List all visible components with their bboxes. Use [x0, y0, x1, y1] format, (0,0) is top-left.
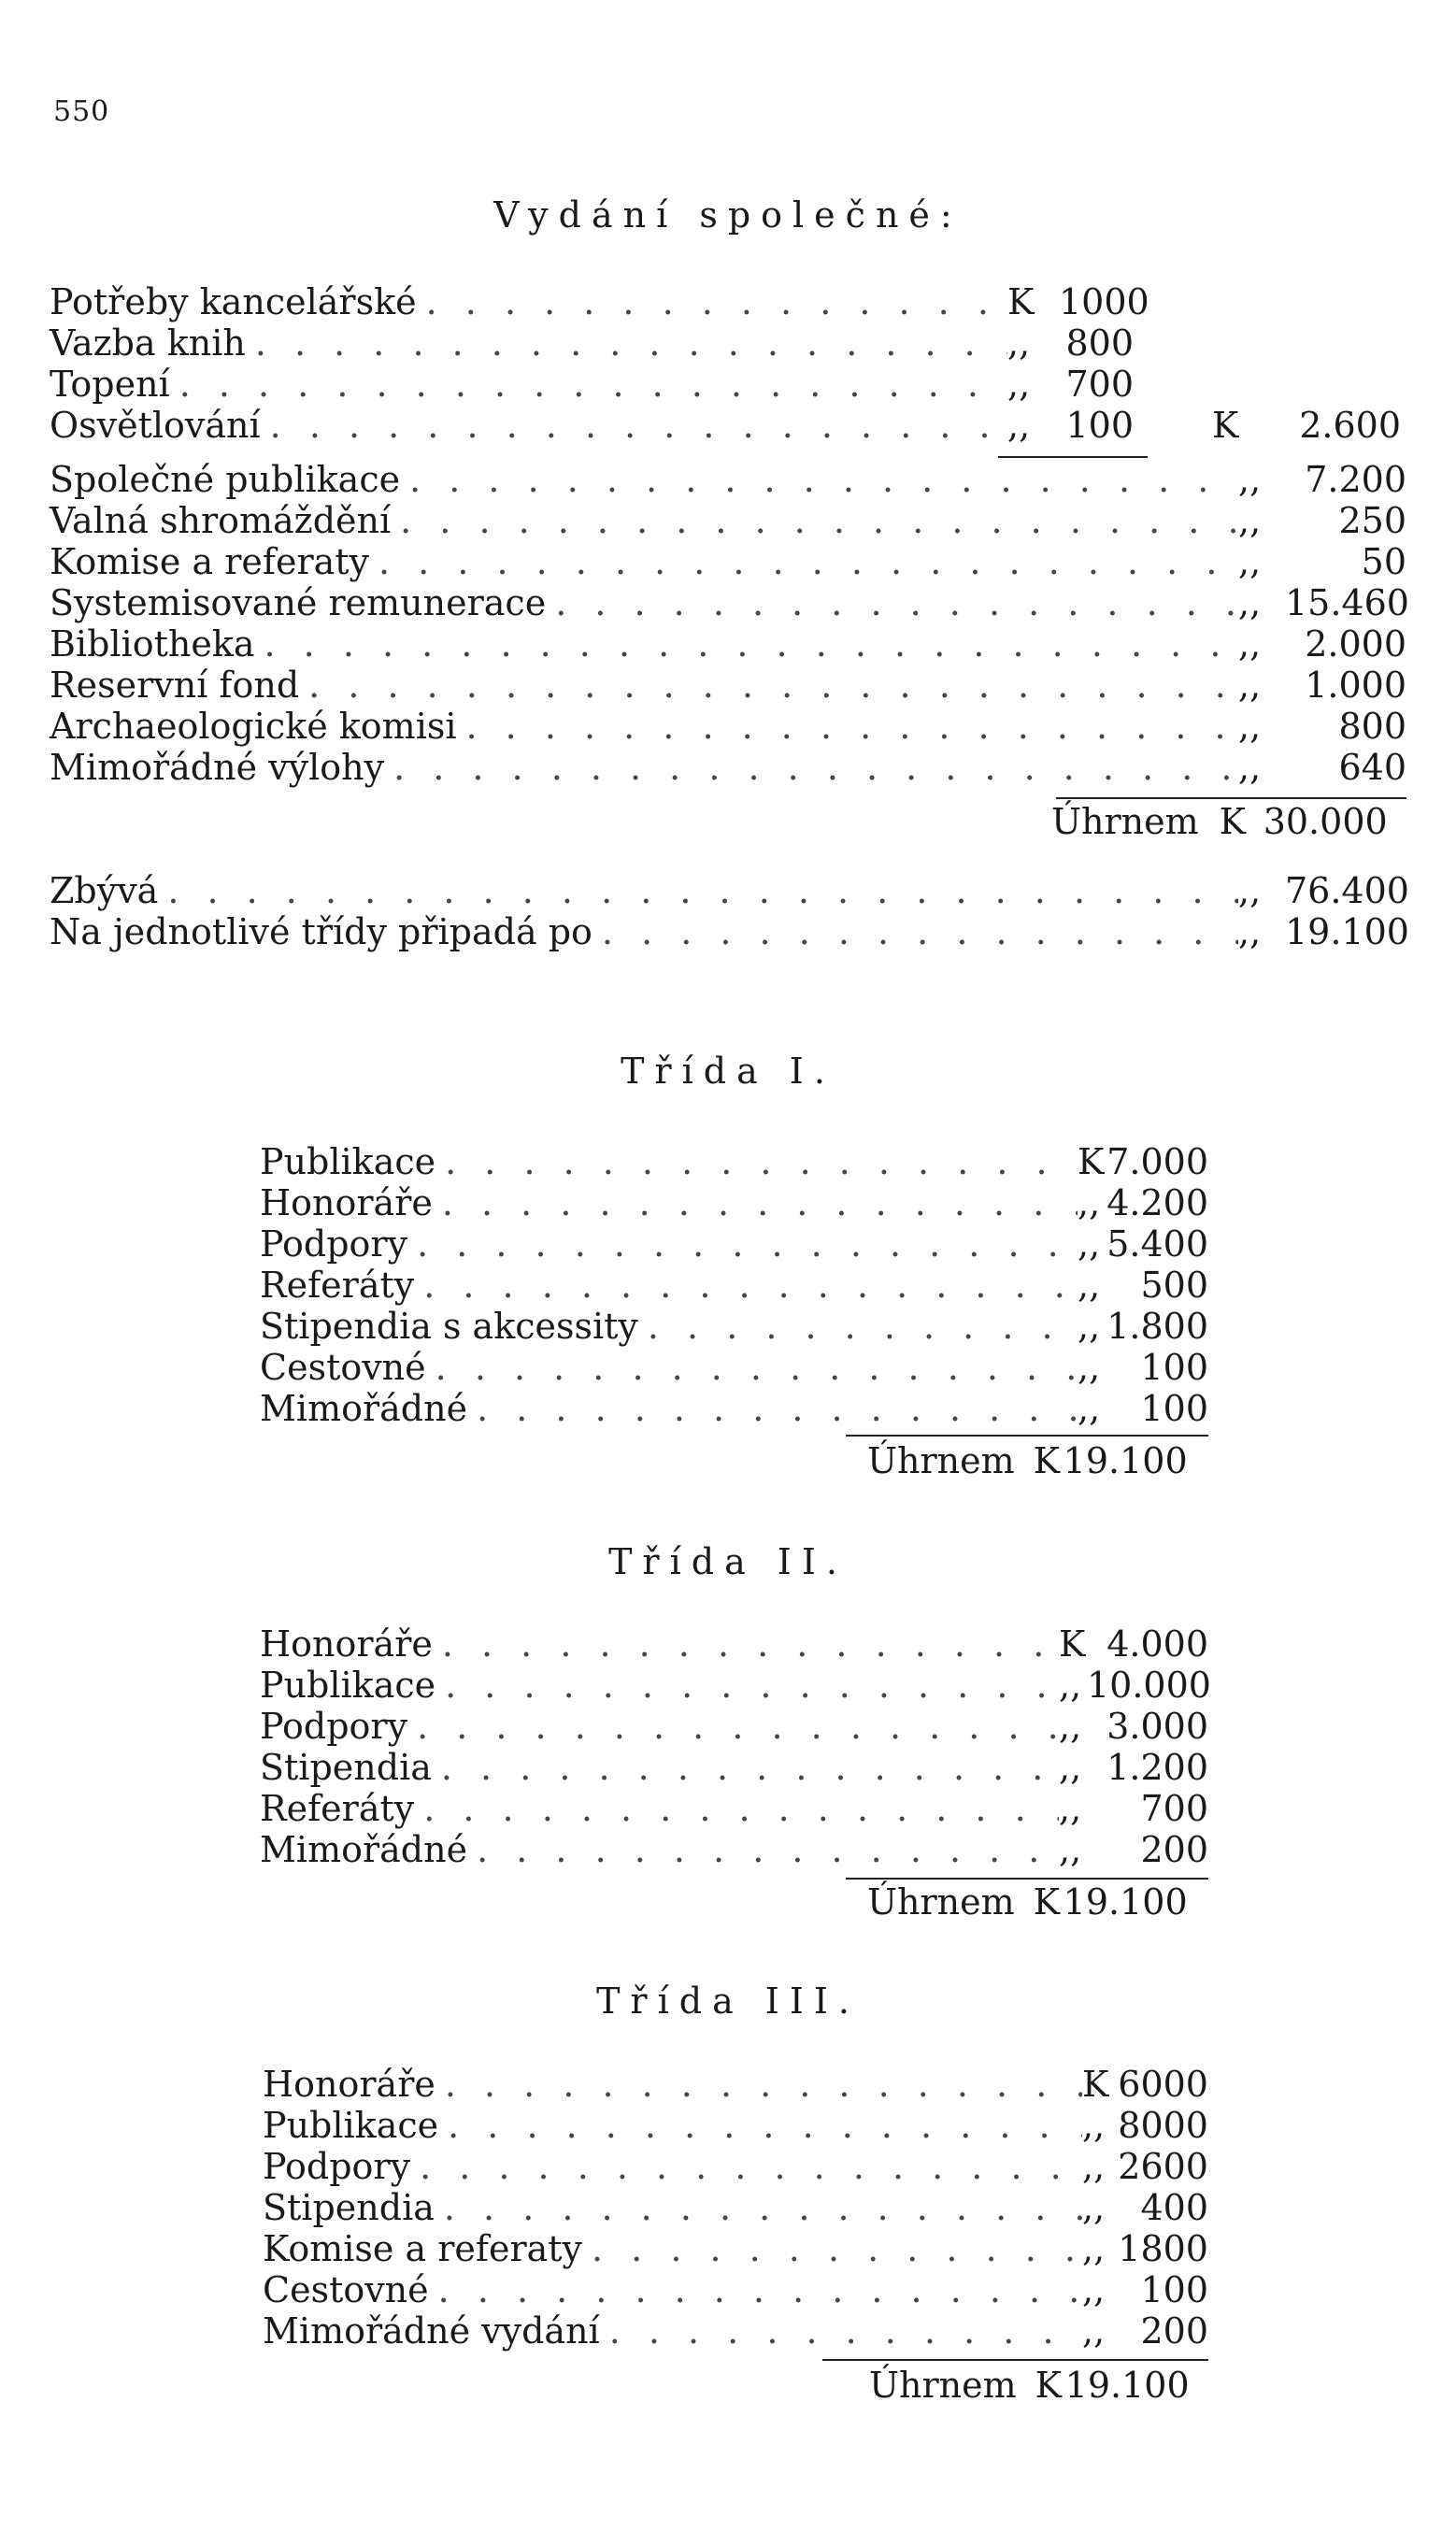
total-row — [867, 1440, 1188, 1481]
section-heading-class-1: Třída I. — [621, 1051, 835, 1092]
item-amount: 640 — [1338, 747, 1406, 788]
currency-mark: K — [1059, 1623, 1086, 1665]
item-label: Stipendia — [263, 2187, 435, 2228]
item-label: Publikace — [260, 1665, 436, 1706]
item-label: Stipendia — [260, 1747, 432, 1788]
currency-mark: K — [1033, 1881, 1061, 1923]
item-label: Komise a referaty — [50, 541, 369, 582]
item-amount: 3.000 — [1106, 1706, 1208, 1747]
item-amount: 800 — [1065, 322, 1134, 364]
currency-mark: K — [1212, 405, 1239, 446]
item-amount: 10.000 — [1087, 1665, 1211, 1706]
item-row — [260, 1141, 1208, 1182]
leader-dots — [467, 1829, 1059, 1870]
item-amount: 700 — [1140, 1788, 1208, 1829]
item-label: Cestovné — [260, 1347, 426, 1388]
item-label: Publikace — [260, 1141, 436, 1182]
item-label: Reservní fond — [50, 665, 300, 706]
item-amount: 700 — [1065, 364, 1134, 405]
ditto-mark: ,, — [1238, 665, 1262, 706]
page-number: 550 — [53, 95, 110, 128]
item-label: Systemisované remunerace — [50, 582, 547, 623]
item-label: Mimořádné — [260, 1829, 468, 1870]
ditto-mark: ,, — [1238, 582, 1262, 623]
ditto-mark: ,, — [1082, 2310, 1106, 2352]
item-row — [50, 541, 1406, 582]
item-label: Společné publikace — [50, 459, 401, 500]
leader-dots — [435, 2064, 1082, 2105]
item-label: Topení — [50, 364, 170, 405]
ditto-mark: ,, — [1238, 870, 1262, 911]
item-amount: 1800 — [1118, 2228, 1208, 2269]
leader-dots — [433, 1182, 1078, 1223]
item-amount: 1.000 — [1305, 665, 1406, 706]
item-label: Cestovné — [263, 2269, 429, 2310]
item-row — [260, 1623, 1208, 1665]
item-amount: 250 — [1338, 500, 1406, 541]
currency-mark: K — [1082, 2064, 1109, 2105]
ditto-mark: ,, — [1238, 500, 1262, 541]
item-row — [263, 2064, 1208, 2105]
item-row — [260, 1347, 1208, 1388]
item-row — [50, 459, 1406, 500]
total-row — [867, 1881, 1188, 1923]
currency-mark: K — [1035, 2365, 1063, 2406]
item-row — [50, 582, 1409, 623]
total-label: Úhrnem — [869, 2365, 1017, 2406]
total-rule — [1056, 797, 1406, 799]
item-amount: 7.000 — [1106, 1141, 1208, 1182]
leader-dots — [457, 706, 1238, 747]
item-row — [50, 911, 1409, 952]
item-label: Mimořádné vydání — [263, 2310, 600, 2352]
currency-mark: K — [1033, 1440, 1061, 1481]
item-amount: 100 — [1065, 405, 1134, 446]
item-row — [263, 2228, 1208, 2269]
item-label: Referáty — [260, 1265, 415, 1306]
item-label: Osvětlování — [50, 405, 261, 446]
ditto-mark: ,, — [1082, 2269, 1106, 2310]
leader-dots — [435, 2187, 1082, 2228]
item-label: Potřeby kancelářské — [50, 281, 417, 322]
item-amount: 400 — [1140, 2187, 1208, 2228]
item-amount: 200 — [1140, 1829, 1208, 1870]
item-amount: 500 — [1140, 1265, 1208, 1306]
ditto-mark: ,, — [1082, 2228, 1106, 2269]
subtotal-rule — [998, 456, 1148, 458]
leader-dots — [410, 2146, 1082, 2187]
item-amount: 76.400 — [1285, 870, 1409, 911]
item-label: Zbývá — [50, 870, 159, 911]
subtotal-amount: 2.600 — [1299, 405, 1401, 446]
total-label: Úhrnem — [867, 1440, 1015, 1481]
item-label: Honoráře — [260, 1182, 433, 1223]
leader-dots — [638, 1306, 1078, 1347]
leader-dots — [170, 364, 1007, 405]
leader-dots — [407, 1223, 1078, 1265]
item-row — [260, 1388, 1208, 1429]
leader-dots — [600, 2310, 1082, 2352]
item-label: Na jednotlivé třídy připadá po — [50, 911, 592, 952]
item-amount: 7.200 — [1305, 459, 1406, 500]
item-amount: 2600 — [1118, 2146, 1208, 2187]
leader-dots — [432, 1747, 1059, 1788]
total-label: Úhrnem — [867, 1881, 1015, 1923]
ditto-mark: ,, — [1238, 459, 1262, 500]
ditto-mark: ,, — [1007, 364, 1031, 405]
item-row — [260, 1182, 1208, 1223]
item-row — [263, 2310, 1208, 2352]
sub-item-row — [50, 364, 1134, 405]
sub-item-row — [50, 322, 1134, 364]
ditto-mark: ,, — [1059, 1788, 1082, 1829]
item-label: Komise a referaty — [263, 2228, 582, 2269]
ditto-mark: ,, — [1238, 747, 1262, 788]
item-label: Podpory — [260, 1706, 408, 1747]
item-amount: 5.400 — [1106, 1223, 1208, 1265]
item-amount: 100 — [1140, 1388, 1208, 1429]
leader-dots — [400, 459, 1238, 500]
item-label: Honoráře — [260, 1623, 433, 1665]
ditto-mark: ,, — [1007, 322, 1031, 364]
leader-dots — [246, 322, 1007, 364]
item-label: Mimořádné — [260, 1388, 468, 1429]
ditto-mark: ,, — [1238, 911, 1262, 952]
item-amount: 4.000 — [1106, 1623, 1208, 1665]
total-rule — [846, 1435, 1208, 1437]
currency-mark: K — [1078, 1141, 1105, 1182]
leader-dots — [414, 1265, 1078, 1306]
item-label: Referáty — [260, 1788, 415, 1829]
item-label: Podpory — [263, 2146, 411, 2187]
item-amount: 800 — [1338, 706, 1406, 747]
item-amount: 50 — [1361, 541, 1406, 582]
sub-item-row — [50, 405, 1134, 446]
item-amount: 1.200 — [1106, 1747, 1208, 1788]
item-label: Podpory — [260, 1223, 408, 1265]
item-label: Publikace — [263, 2105, 439, 2146]
item-row — [50, 706, 1406, 747]
item-amount: 100 — [1140, 1347, 1208, 1388]
leader-dots — [414, 1788, 1059, 1829]
leader-dots — [592, 911, 1238, 952]
item-row — [260, 1306, 1208, 1347]
leader-dots — [369, 541, 1238, 582]
ditto-mark: ,, — [1059, 1829, 1082, 1870]
sub-item-row — [50, 281, 1149, 322]
ditto-mark: ,, — [1078, 1388, 1101, 1429]
leader-dots — [429, 2269, 1082, 2310]
leader-dots — [384, 747, 1238, 788]
ditto-mark: ,, — [1238, 623, 1262, 665]
item-label: Stipendia s akcessity — [260, 1306, 638, 1347]
ditto-mark: ,, — [1059, 1665, 1082, 1706]
total-rule — [822, 2359, 1208, 2361]
ditto-mark: ,, — [1082, 2146, 1106, 2187]
ditto-mark: ,, — [1238, 541, 1262, 582]
total-amount: 19.100 — [1063, 1440, 1188, 1481]
ditto-mark: ,, — [1078, 1182, 1101, 1223]
item-label: Mimořádné výlohy — [50, 747, 385, 788]
item-row — [260, 1706, 1208, 1747]
leader-dots — [158, 870, 1238, 911]
section-heading-common: Vydání společné: — [493, 194, 963, 236]
leader-dots — [546, 582, 1238, 623]
item-row — [50, 623, 1406, 665]
leader-dots — [407, 1706, 1059, 1747]
item-row — [50, 870, 1409, 911]
ditto-mark: ,, — [1078, 1265, 1101, 1306]
leader-dots — [438, 2105, 1082, 2146]
item-row — [260, 1223, 1208, 1265]
item-row — [50, 500, 1406, 541]
item-row — [260, 1265, 1208, 1306]
total-row — [1051, 801, 1388, 842]
item-label: Bibliotheka — [50, 623, 255, 665]
leader-dots — [435, 1665, 1059, 1706]
leader-dots — [299, 665, 1238, 706]
item-label: Honoráře — [263, 2064, 435, 2105]
total-amount: 19.100 — [1063, 1881, 1188, 1923]
section-heading-class-2: Třída II. — [608, 1541, 848, 1582]
item-amount: 4.200 — [1106, 1182, 1208, 1223]
item-label: Archaeologické komisi — [50, 706, 457, 747]
ditto-mark: ,, — [1082, 2105, 1106, 2146]
leader-dots — [426, 1347, 1078, 1388]
item-row — [260, 1665, 1211, 1706]
total-rule — [846, 1878, 1208, 1880]
item-amount: 100 — [1140, 2269, 1208, 2310]
leader-dots — [391, 500, 1238, 541]
item-label: Valná shromáždění — [50, 500, 392, 541]
item-row — [260, 1747, 1208, 1788]
item-amount: 200 — [1140, 2310, 1208, 2352]
total-amount: 30.000 — [1263, 801, 1388, 842]
item-amount: 2.000 — [1305, 623, 1406, 665]
currency-mark: K — [1219, 801, 1247, 842]
currency-mark: K — [1007, 281, 1035, 322]
item-amount: 8000 — [1118, 2105, 1208, 2146]
leader-dots — [582, 2228, 1082, 2269]
item-row — [263, 2187, 1208, 2228]
leader-dots — [467, 1388, 1078, 1429]
ditto-mark: ,, — [1059, 1706, 1082, 1747]
ditto-mark: ,, — [1059, 1747, 1082, 1788]
item-row — [260, 1788, 1208, 1829]
item-label: Vazba knih — [50, 322, 246, 364]
item-amount: 19.100 — [1285, 911, 1409, 952]
item-row — [263, 2146, 1208, 2187]
ditto-mark: ,, — [1007, 405, 1031, 446]
total-amount: 19.100 — [1064, 2365, 1190, 2406]
item-row — [263, 2105, 1208, 2146]
ditto-mark: ,, — [1078, 1306, 1101, 1347]
item-amount: 15.460 — [1285, 582, 1409, 623]
ditto-mark: ,, — [1078, 1347, 1101, 1388]
item-row — [260, 1829, 1208, 1870]
subtotal — [1212, 405, 1401, 446]
leader-dots — [261, 405, 1007, 446]
total-label: Úhrnem — [1051, 801, 1199, 842]
total-row — [869, 2365, 1190, 2406]
ditto-mark: ,, — [1238, 706, 1262, 747]
item-amount: 1000 — [1059, 281, 1149, 322]
item-amount: 6000 — [1118, 2064, 1208, 2105]
item-row — [50, 747, 1406, 788]
leader-dots — [433, 1623, 1059, 1665]
ditto-mark: ,, — [1078, 1223, 1101, 1265]
item-row — [263, 2269, 1208, 2310]
leader-dots — [417, 281, 1007, 322]
section-heading-class-3: Třída III. — [596, 1980, 860, 2022]
item-amount: 1.800 — [1106, 1306, 1208, 1347]
ditto-mark: ,, — [1082, 2187, 1106, 2228]
leader-dots — [255, 623, 1238, 665]
leader-dots — [435, 1141, 1078, 1182]
item-row — [50, 665, 1406, 706]
